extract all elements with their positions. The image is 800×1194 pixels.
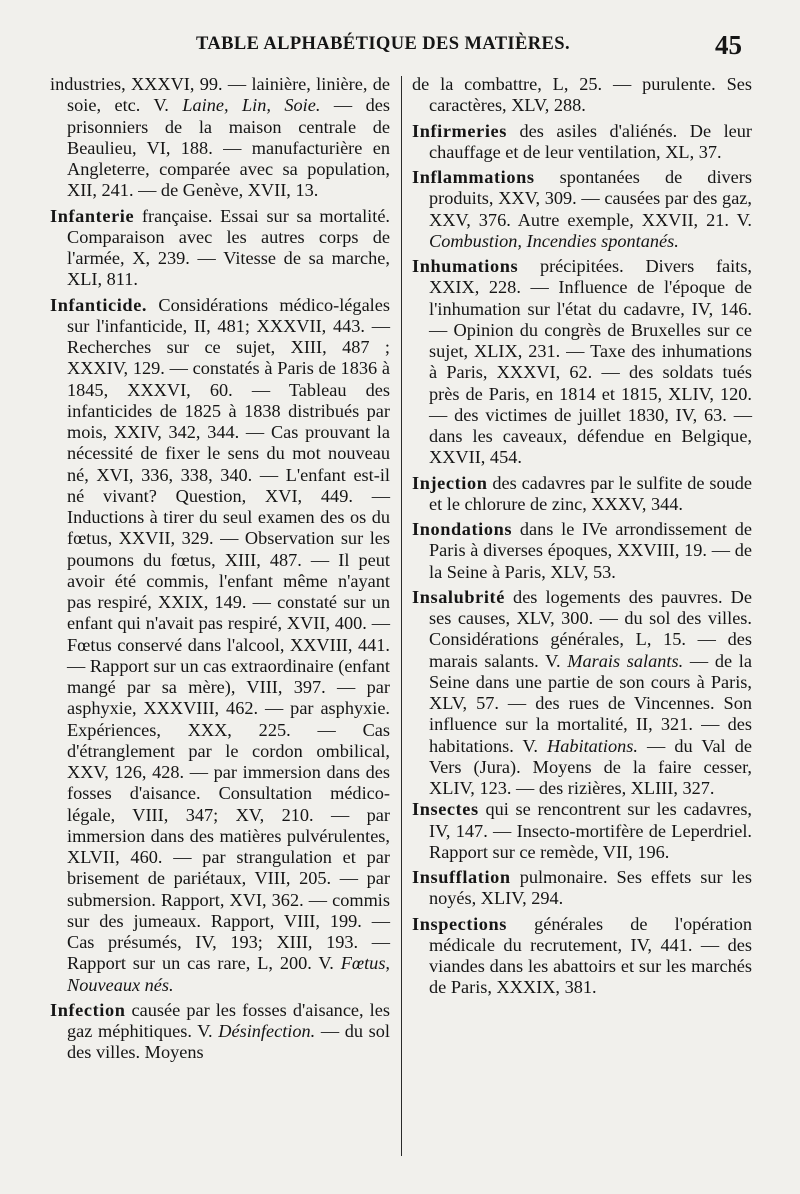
entry-headword: Inondations: [412, 519, 513, 539]
entry-reference: Laine, Lin, Soie.: [182, 95, 321, 116]
entry-text: des logements des pauvres. De ses causes, XLV, 300. — du sol des villes. Considérations générales, L, 15. — des marais salants. V.: [429, 586, 752, 671]
index-entry: [412, 867, 752, 910]
entry-text-continued: — du Val de Vers (Jura). Moyens de la faire cesser, XLIV, 123. — des rizières, XLIII, 327.: [429, 735, 752, 798]
entry-reference: Désinfection.: [218, 1021, 316, 1041]
entry-text: spontanées de divers produits, XXV, 309. — causées par des gaz, XXV, 376. Autre exemple, XXVII, 21. V.: [429, 167, 752, 230]
entry-headword: Injection: [412, 472, 488, 493]
entry-text: précipitées. Divers faits, XXIX, 228. — Influence de l'époque de l'inhumation sur l'état du cadavre, IV, 146. — Opinion du congrès de Bruxelles sur ce sujet, XLIX, 231. — Taxe des inhumations à Paris, XXXVI, 62. — des soldats tués près de Paris, en 1814 et 1815, XLIV, 120. — des victimes de juillet 1830, IV, 63. — dans les caveaux, défendue en Belgique, XXVII, 454.: [429, 256, 752, 468]
index-entry: [50, 1000, 390, 1064]
entry-headword: Insalubrité: [412, 586, 505, 607]
entry-reference: Combustion, Incendies spontanés.: [429, 230, 679, 251]
right-column: [412, 74, 752, 1003]
index-entry: [412, 519, 752, 583]
entry-headword: Insufflation: [412, 867, 511, 887]
column-divider: [401, 76, 402, 1156]
entry-headword: Insectes: [412, 799, 479, 820]
entry-headword: Infirmeries: [412, 120, 507, 141]
entry-text: Considérations médico-légales sur l'infanticide, II, 481; XXXVII, 443. — Recherches sur ce sujet, XIII, 487 ; XXXIV, 129. — constatés à Paris de 1836 à 1845, XXXVI, 60. — Tableau des infanticides de 1825 à 1838 distribués par mois, XXIV, 342, 344. — Cas prouvant la nécessité de fixer le sens du mot nouveau né, XVI, 336, 338, 340. — L'enfant est-il né vivant? Question, XVI, 449. — Inductions à tirer du seul examen des os du fœtus, XXVII, 329. — Observation sur les poumons du fœtus, XIII, 487. — Il peut avoir été commis, l'enfant même n'ayant pas respiré, XXIX, 149. — constaté sur un enfant qui n'avait pas respiré, XVII, 400. — Fœtus conservé dans l'alcool, XXVIII, 441. — Rapport sur un cas extraordinaire (enfant mangé par sa mère), VIII, 397. — par asphyxie, XXXVIII, 462. — par asphyxie. Expériences, XXX, 225. — Cas d'étranglement par le cordon ombilical, XXV, 126, 428. — par immersion dans des fosses d'aisance. Consultation médico-légale, VIII, 347; XV, 210. — par immersion dans des matières pulvérulentes, XLVII, 460. — par strangulation et par brisement de pariétaux, VIII, 205. — par submersion. Rapport, XVI, 362. — commis sur des jumeaux. Rapport, VIII, 199. — Cas présumés, IV, 193; XIII, 193. — Rapport sur un cas rare, L, 200. V.: [67, 294, 390, 974]
entry-text: causée par les fosses d'aisance, les gaz méphitiques. V.: [67, 999, 390, 1041]
running-head: [0, 30, 800, 64]
entry-text: générales de l'opération médicale du recrutement, IV, 441. — des viandes dans les abattoirs et sur les marchés de Paris, XXXIX, 381.: [429, 913, 752, 998]
entry-text: de la combattre, L, 25. — purulente. Ses caractères, XLV, 288.: [412, 74, 752, 116]
entry-text: des cadavres par le sulfite de soude et le chlorure de zinc, XXXV, 344.: [429, 472, 752, 514]
entry-reference: Fœtus, Nouveaux nés.: [67, 953, 390, 995]
entry-headword: Infanticide.: [50, 294, 148, 315]
entry-text: des asiles d'aliénés. De leur chauffage et de leur ventilation, XL, 37.: [429, 120, 752, 162]
index-entry: [50, 295, 390, 996]
entry-headword: Inspections: [412, 913, 507, 934]
entry-headword: Inflammations: [412, 167, 535, 187]
entry-headword: Infection: [50, 999, 126, 1020]
page-title: TABLE ALPHABÉTIQUE DES MATIÈRES.: [196, 34, 570, 54]
page-number: 45: [715, 30, 742, 60]
entry-text: industries, XXXVI, 99. — lainière, linière, de soie, etc. V.: [50, 74, 390, 116]
entry-headword: Infanterie: [50, 205, 135, 226]
entry-headword: Inhumations: [412, 256, 519, 276]
entry-text-continued: — de la Seine dans une partie de son cours à Paris, XLV, 57. — des rues de Vincennes. Son influence sur la mortalité, II, 321. — des habitations. V.: [429, 650, 752, 756]
index-entry: [412, 256, 752, 469]
entry-text-continued: — du sol des villes. Moyens: [67, 1021, 390, 1063]
index-entry: [412, 121, 752, 164]
left-column: [50, 74, 390, 1068]
index-entry: [412, 587, 752, 800]
index-entry: [50, 206, 390, 291]
index-entry: [412, 167, 752, 252]
entry-text: qui se rencontrent sur les cadavres, IV, 147. — Insecto-mortifère de Leperdriel. Rapport sur ce remède, VII, 196.: [429, 799, 752, 862]
index-entry: [412, 914, 752, 999]
entry-reference: Marais salants.: [567, 650, 684, 671]
index-entry: [412, 473, 752, 516]
entry-text: dans le IVe arrondissement de Paris à diverses époques, XXVIII, 19. — de la Seine à Paris, XLV, 53.: [429, 519, 752, 582]
entry-text: française. Essai sur sa mortalité. Comparaison avec les autres corps de l'armée, X, 239. — Vitesse de sa marche, XLI, 811.: [67, 205, 390, 290]
entry-text-continued: — des prisonniers de la maison centrale de Beaulieu, VI, 188. — manufacturière en Angleterre, comparée avec sa population, XII, 241. — de Genève, XVII, 13.: [67, 95, 390, 201]
index-entry: [412, 799, 752, 863]
index-entry: [412, 74, 752, 117]
index-entry: [50, 74, 390, 202]
entry-reference: Habitations.: [547, 735, 638, 756]
entry-text: pulmonaire. Ses effets sur les noyés, XLIV, 294.: [429, 867, 752, 909]
